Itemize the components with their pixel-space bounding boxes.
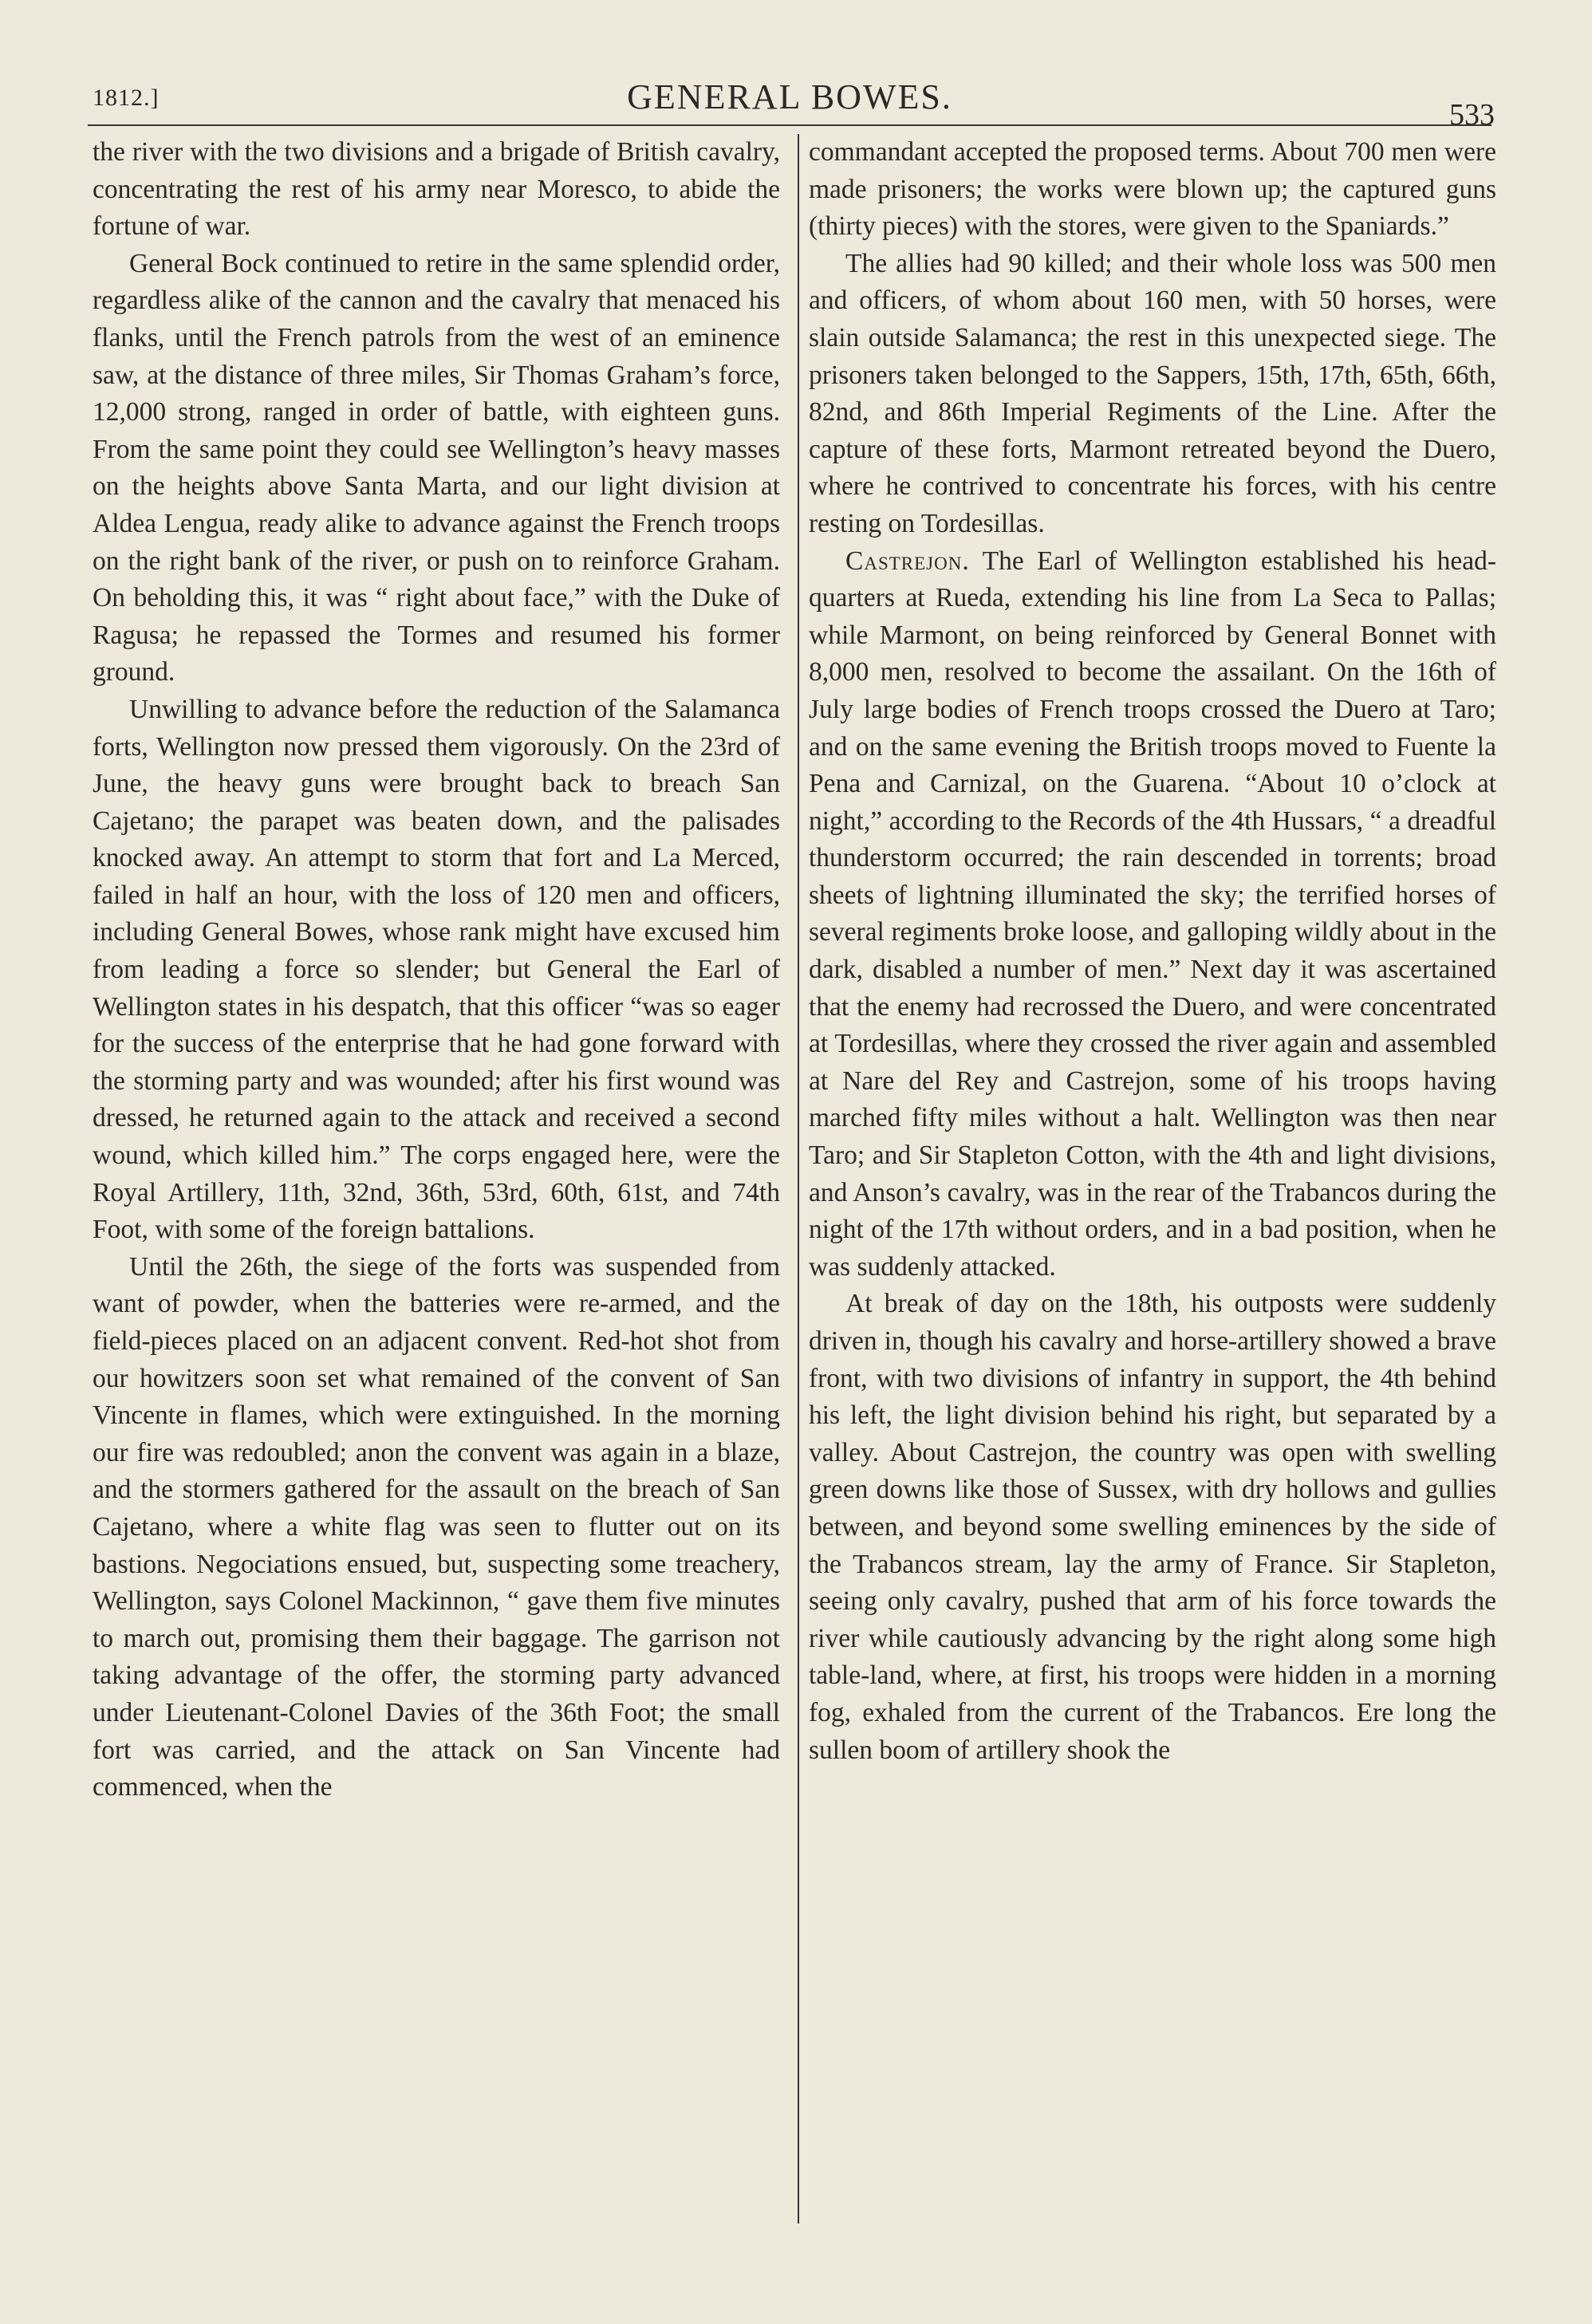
paragraph: Unwilling to advance before the reduction of the Salamanca forts, Wellington now pressed them vigorously. On the 23rd of June, the heavy guns were brought back to breach San Cajetano; the parapet was beaten down, and the palisades knocked away. An attempt to storm that fort and La Merced, failed in half an hour, with the loss of 120 men and officers, including General Bowes, whose rank might have excused him from leading a force so slender; but General the Earl of Wellington states in his despatch, that this officer “was so eager for the success of the enterprise that he had gone forward with the storming party and was wounded; after his first wound was dressed, he returned again to the attack and received a second wound, which killed him.” The corps engaged here, were the Royal Artillery, 11th, 32nd, 36th, 53rd, 60th, 61st, and 74th Foot, with some of the foreign battalions. — [93, 694, 780, 1245]
paragraph: General Bock continued to retire in the same splendid order, regardless alike of the cannon and the cavalry that menaced his flanks, until the French patrols from the west of an eminence saw, at the distance of three miles, Sir Thomas Graham’s force, 12,000 strong, ranged in order of battle, with eighteen guns. From the same point they could see Wellington’s heavy masses on the heights above Santa Marta, and our light division at Aldea Lengua, ready alike to advance against the French troops on the right bank of the river, or push on to reinforce Graham. On beholding this, it was “ right about face,” with the Duke of Ragusa; he repassed the Tormes and resumed his former ground. — [93, 248, 780, 687]
paragraph: Until the 26th, the siege of the forts was suspended from want of powder, when the batteries were re-armed, and the field-pieces placed on an adjacent convent. Red-hot shot from our howitzers soon set what remained of the convent of San Vincente in flames, which were extinguished. In the morning our fire was redoubled; anon the convent was again in a blaze, and the stormers gathered for the assault on the breach of San Cajetano, where a white flag was seen to flutter out on its bastions. Negociations ensued, but, suspecting some treachery, Wellington, says Colonel Mackinnon, “ gave them five minutes to march out, promising them their baggage. The garrison not taking advantage of the offer, the storming party advanced under Lieutenant-Colonel Davies of the 36th Foot; the small fort was carried, and the attack on San Vincente had commenced, when the — [93, 1251, 780, 1802]
left-column — [93, 134, 780, 1806]
paragraph — [809, 543, 1496, 1286]
column-divider — [798, 134, 799, 2224]
right-column — [809, 134, 1496, 1769]
paragraph: the river with the two divisions and a brigade of British cavalry, concentrating the rest of his army near Moresco, to abide the fortune of war. — [93, 137, 780, 242]
header-year: 1812.] — [93, 85, 160, 111]
paragraph-text: The Earl of Wellington established his head-quarters at Rueda, extending his line from La Seca to Pallas; while Marmont, on being reinforced by General Bonnet with 8,000 men, resolved to become the assailant. On the 16th of July large bodies of French troops crossed the Duero at Taro; and on the same evening the British troops moved to Fuente la Pena and Carnizal, on the Guarena. “About 10 o’clock at night,” according to the Records of the 4th Hussars, “ a dreadful thunderstorm occurred; the rain descended in torrents; broad sheets of lightning illuminated the sky; the terrified horses of several regiments broke loose, and galloping wildly about in the dark, disabled a number of men.” Next day it was ascertained that the enemy had recrossed the Duero, and were concentrated at Tordesillas, where they crossed the river again and assembled at Nare del Rey and Castrejon, some of his troops having marched fifty miles without a halt. Wellington was then near Taro; and Sir Stapleton Cotton, with the 4th and light divisions, and Anson’s cavalry, was in the rear of the Trabancos during the night of the 17th without orders, and in a bad position, when he was suddenly attacked. — [809, 546, 1496, 1282]
paragraph: commandant accepted the proposed terms. About 700 men were made prisoners; the works were blown up; the captured guns (thirty pieces) with the stores, were given to the Spaniards.” — [809, 137, 1496, 242]
page-title: GENERAL BOWES. — [627, 77, 952, 116]
page-number: 533 — [1449, 98, 1495, 132]
section-heading: Castrejon. — [845, 546, 970, 576]
header-rule — [88, 124, 1492, 126]
paragraph: At break of day on the 18th, his outposts were suddenly driven in, though his cavalry and horse-artillery showed a brave front, with two divisions of infantry in support, the 4th behind his left, the light division behind his right, but separated by a valley. About Castrejon, the country was open with swelling green downs like those of Sussex, with dry hollows and gullies between, and beyond some swelling eminences by the side of the Trabancos stream, lay the army of France. Sir Stapleton, seeing only cavalry, pushed that arm of his force towards the river while cautiously advancing by the right along some high table-land, where, at first, his troops were hidden in a morning fog, exhaled from the current of the Trabancos. Ere long the sullen boom of artillery shook the — [809, 1289, 1496, 1765]
paragraph: The allies had 90 killed; and their whole loss was 500 men and officers, of whom about 160 men, with 50 horses, were slain outside Salamanca; the rest in this unexpected siege. The prisoners taken belonged to the Sappers, 15th, 17th, 65th, 66th, 82nd, and 86th Imperial Regiments of the Line. After the capture of these forts, Marmont retreated beyond the Duero, where he contrived to concentrate his forces, with his centre resting on Tordesillas. — [809, 248, 1496, 538]
